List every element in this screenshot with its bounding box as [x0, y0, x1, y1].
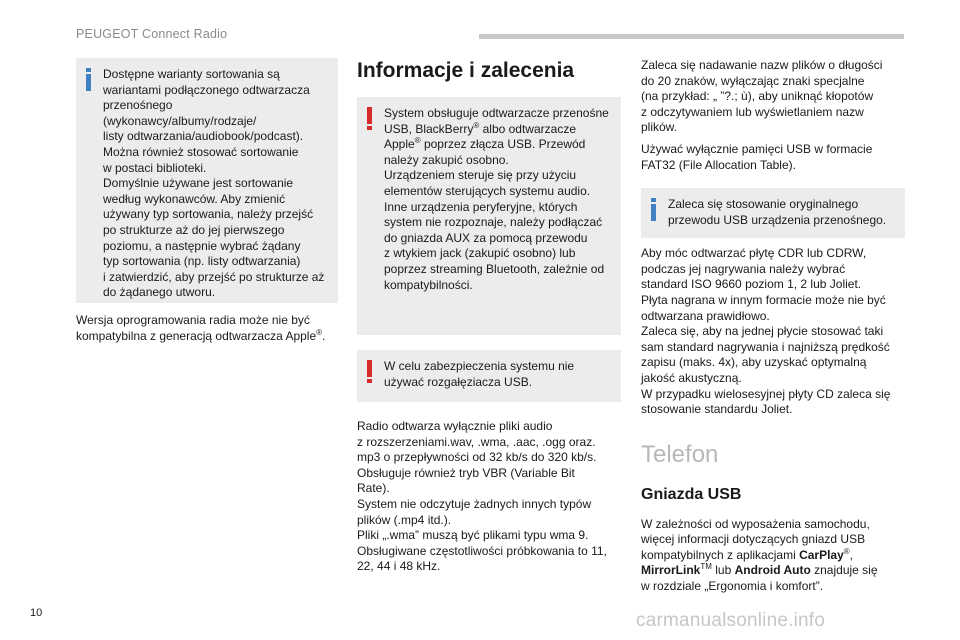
registered-mark: ®: [414, 136, 421, 146]
apple-compat-paragraph: [76, 313, 338, 344]
usb-ports-text-d: znajduje się w rozdziale „Ergonomia i komfort”.: [641, 563, 878, 594]
warning-text-b: albo odtwarzacze Apple: [384, 121, 576, 152]
info-cable-text: Zaleca się stosowanie oryginalnego przewodu USB urządzenia przenośnego.: [668, 197, 887, 227]
registered-mark: ®: [316, 327, 323, 337]
apple-compat-end: .: [322, 328, 326, 343]
warning-hub-text: W celu zabezpieczenia systemu nie używać rozgałęziacza USB.: [384, 359, 575, 389]
usb-ports-text-b: ,: [849, 547, 854, 562]
usb-ports-text-c: lub: [711, 563, 735, 578]
info-note-sorting: [76, 58, 338, 303]
page-number: 10: [30, 607, 43, 619]
cd-paragraph: Aby móc odtwarzać płytę CDR lub CDRW, podczas jej nagrywania należy wybrać standard ISO 9660 poziom 1, 2 lub Joliet. Płyta nagrana w innym formacie może nie być odtwarzana prawidłowo. Zaleca się, aby na jednej płycie stosować taki sam standard nagrywania i najniższą prędkość zapisu (maks. 4x), aby uzyskać optymalną jakość akustyczną. W przypadku wielosesyjnej płyty CD zaleca się stosowanie standardu Joliet.: [641, 246, 891, 417]
info-note-cable: [641, 188, 905, 238]
warning-note-hub: [357, 350, 621, 402]
trademark-mark: TM: [700, 562, 712, 572]
phone-heading: Telefon: [641, 440, 719, 468]
audio-formats-paragraph: Radio odtwarza wyłącznie pliki audio z rozszerzeniami.wav, .wma, .aac, .ogg oraz. mp3 o przepływności od 32 kb/s do 320 kb/s. Obsługuje również tryb VBR (Variable Bit Rate). System nie odczytuje żadnych innych typów plików (.mp4 itd.). Pliki „.wma” muszą być plikami typu wma 9. Obsługiwane częstotliwości próbkowania to 11, 22, 44 i 48 kHz.: [357, 419, 607, 574]
info-icon: [86, 68, 91, 91]
column-right: [641, 58, 905, 595]
column-left: [76, 58, 338, 344]
warning-icon: [367, 360, 372, 383]
fat32-paragraph: Używać wyłącznie pamięci USB w formacie FAT32 (File Allocation Table).: [641, 141, 873, 172]
section-heading: Informacje i zalecenia: [357, 59, 575, 82]
usb-ports-heading: Gniazda USB: [641, 485, 742, 503]
android-auto-label: Android Auto: [734, 563, 811, 578]
file-naming-paragraph: Zaleca się nadawanie nazw plików o długości do 20 znaków, wyłączając znaki specjalne (na przykład: „ ”?.; ù), aby uniknąć kłopotów z odczytywaniem lub wyświetlaniem nazw plików.: [641, 58, 883, 135]
header-title: PEUGEOT Connect Radio: [76, 27, 228, 41]
apple-compat-text: Wersja oprogramowania radia może nie być kompatybilna z generacją odtwarzacza Apple: [76, 313, 317, 343]
warning-text-a: System obsługuje odtwarzacze przenośne USB, BlackBerry: [384, 106, 609, 136]
watermark: carmanualsonline.info: [636, 610, 826, 631]
column-middle: [357, 58, 621, 575]
info-note-text: Dostępne warianty sortowania są wariantami podłączonego odtwarzacza przenośnego (wykonawcy/albumy/rodzaje/ listy odtwarzania/audiobook/podcast). Można również stosować sortowanie w postaci biblioteki. Domyślnie używane jest sortowanie według wykonawców. Aby zmienić używany typ sortowania, należy przejść po strukturze aż do jej pierwszego poziomu, a następnie wybrać żądany typ sortowania (np. listy odtwarzania) i zatwierdzić, aby przejść po strukturze aż do żądanego utworu.: [103, 67, 325, 300]
usb-ports-text-a: W zależności od wyposażenia samochodu, więcej informacji dotyczących gniazd USB kompatybilnych z aplikacjami: [641, 516, 870, 562]
warning-text-c: poprzez złącza USB. Przewód należy zakupić osobno. Urządzeniem steruje się przy użyciu elementów sterujących systemu audio. Inne urządzenia peryferyjne, których system nie rozpoznaje, należy podłączać do gniazda AUX za pomocą przewodu z wtykiem jack (zakupić osobno) lub poprzez streaming Bluetooth, zależnie od kompatybilności.: [384, 137, 605, 292]
warning-note-text: [384, 106, 611, 293]
registered-mark: ®: [843, 546, 850, 556]
warning-note-usb-support: [357, 97, 621, 335]
registered-mark: ®: [473, 120, 480, 130]
info-icon: [651, 198, 656, 221]
warning-icon: [367, 107, 372, 130]
header-bar: [479, 34, 904, 39]
usb-ports-paragraph: [641, 517, 905, 595]
mirrorlink-label: MirrorLink: [641, 563, 701, 578]
carplay-label: CarPlay: [799, 547, 844, 562]
